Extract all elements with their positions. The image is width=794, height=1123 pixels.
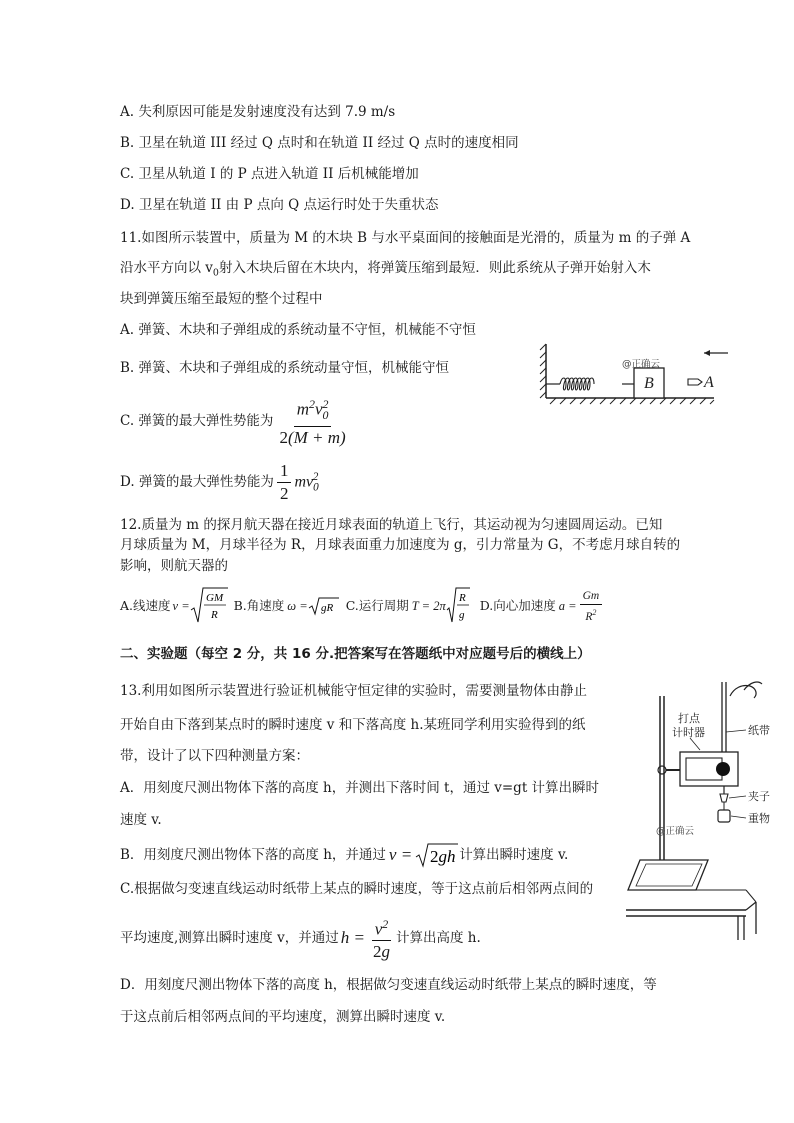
q13-option-d-line1: D．用刻度尺测出物体下落的高度 h，根据做匀变速直线运动时纸带上某点的瞬时速度，等 (120, 977, 657, 993)
q13-option-a-line2: 速度 v. (120, 812, 162, 828)
watermark: @正确云 (656, 826, 695, 837)
q11-formula-c: $\frac{m^2v_0^2}{2(M + m)}$ (276, 394, 348, 448)
svg-text:2gh: 2gh (430, 847, 456, 866)
q12-formula-a (190, 586, 228, 626)
q13-formula-c: $\frac{v^2}{2g}$ (370, 914, 393, 963)
weight-label: 重物 (748, 812, 770, 825)
q12-option-d: D.向心加速度 (479, 598, 556, 613)
svg-text:g: g (458, 609, 465, 621)
q10-option-b: B. 卫星在轨道 III 经过 Q 点时和在轨道 II 经过 Q 点时的速度相同 (120, 135, 519, 151)
q13-option-c-line2: 平均速度,测算出瞬时速度 v，并通过 h = $\frac{v^2}{2g}$ 计算出高度 h. (120, 912, 481, 964)
q13-formula-b (415, 842, 459, 868)
q11-stem-line3: 块到弹簧压缩至最短的整个过程中 (120, 291, 323, 307)
q11-stem-line1: 11.如图所示装置中，质量为 M 的木块 B 与水平桌面间的接触面是光滑的，质量为 m 的子弹 A (120, 230, 691, 246)
q10-option-c: C. 卫星从轨道 I 的 P 点进入轨道 II 后机械能增加 (120, 166, 419, 182)
q13-option-d-line2: 于这点前后相邻两点间的平均速度，测算出瞬时速度 v. (120, 1009, 446, 1025)
q12-formula-d: $\frac{Gm}{R^2}$ (580, 589, 603, 624)
q11-formula-d: $\frac{1}{2}$ (277, 461, 292, 504)
svg-text:GM: GM (205, 592, 223, 604)
q13-stem-line3: 带，设计了以下四种测量方案： (120, 748, 309, 764)
q13-option-a-line1: A．用刻度尺测出物体下落的高度 h，并测出下落时间 t，通过 v=gt 计算出瞬时 (120, 780, 600, 796)
q12-option-c: C.运行周期 (345, 598, 409, 613)
tape-label: 纸带 (748, 724, 770, 737)
q11-option-c: C. 弹簧的最大弹性势能为 $\frac{m^2v_0^2}{2(M + m)}$ (120, 394, 352, 448)
q12-options-row: A.线速度 v = GM R B.角速度 ω = gR C.运行周期 T = 2π R g D.向心加速度 a = $\frac{Gm}{R^2}$ (120, 584, 605, 628)
q12-stem-line3: 影响，则航天器的 (120, 558, 228, 574)
timer-label-1: 打点 (678, 712, 700, 725)
stand-base (628, 860, 708, 890)
q11-spring-block-diagram (538, 340, 728, 406)
q11-stem-line2: 沿水平方向以 $v_0$射入木块后留在木块内，将弹簧压缩到最短．则此系统从子弹开始射入木 (120, 260, 651, 279)
hand-icon (730, 685, 756, 698)
weight (718, 810, 730, 822)
bullet-a (688, 379, 702, 385)
clip (720, 794, 728, 802)
block-b-label: B (644, 375, 654, 392)
q10-option-d: D. 卫星在轨道 II 由 P 点向 Q 点运行时处于失重状态 (120, 197, 439, 213)
q12-formula-b (308, 596, 340, 616)
q12-formula-c (446, 586, 470, 626)
q11-option-b: B. 弹簧、木块和子弹组成的系统动量守恒，机械能守恒 (120, 360, 450, 376)
q13-option-c-line1: C.根据做匀变速直线运动时纸带上某点的瞬时速度，等于这点前后相邻两点间的 (120, 881, 594, 897)
q10-option-a: A. 失利原因可能是发射速度没有达到 7.9 m/s (120, 104, 396, 120)
bullet-a-label: A (704, 374, 714, 391)
timer-label-2: 计时器 (672, 726, 705, 739)
svg-text:R: R (458, 592, 466, 604)
q11-option-a: A. 弹簧、木块和子弹组成的系统动量不守恒，机械能不守恒 (120, 322, 476, 338)
q13-stem-line1: 13.利用如图所示装置进行验证机械能守恒定律的实验时，需要测量物体由静止 (120, 683, 587, 699)
svg-text:R: R (210, 609, 218, 621)
q13-apparatus-diagram (626, 676, 786, 948)
q13-option-b: B．用刻度尺测出物体下落的高度 h，并通过 v = 2gh 计算出瞬时速度 v. (120, 840, 568, 870)
watermark: @正确云 (622, 359, 661, 370)
clip-label: 夹子 (748, 790, 770, 803)
q12-stem-line1: 12.质量为 m 的探月航天器在接近月球表面的轨道上飞行，其运动视为匀速圆周运动。已知 (120, 517, 663, 533)
svg-text:gR: gR (320, 602, 333, 614)
q11-option-d: D. 弹簧的最大弹性势能为 $\frac{1}{2}$ $mv_0^2$ (120, 460, 319, 503)
q12-option-a: A.线速度 (120, 598, 171, 613)
q13-stem-line2: 开始自由下落到某点时的瞬时速度 v 和下落高度 h.某班同学利用实验得到的纸 (120, 717, 586, 733)
section-2-title: 二、实验题（每空 2 分，共 16 分.把答案写在答题纸中对应题号后的横线上） (120, 646, 591, 662)
q12-option-b: B.角速度 (233, 598, 285, 613)
q12-stem-line2: 月球质量为 M，月球半径为 R，月球表面重力加速度为 g，引力常量为 G，不考虑月球自转的 (120, 537, 681, 553)
